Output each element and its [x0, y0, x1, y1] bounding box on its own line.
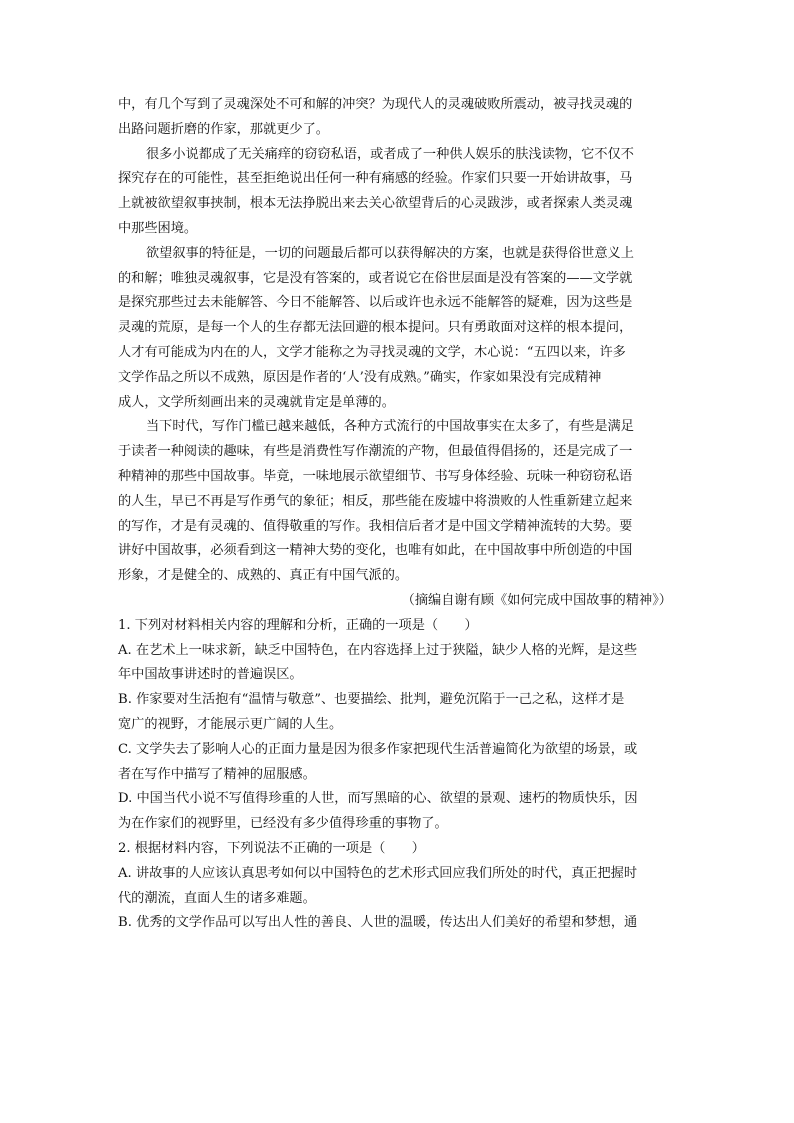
text-line: 中，有几个写到了灵魂深处不可和解的冲突？为现代人的灵魂破败所震动，被寻找灵魂的 — [118, 97, 633, 112]
text-line: 成人，文学所刻画出来的灵魂就肯定是单薄的。 — [118, 394, 395, 410]
option-line: A. 在艺术上一味求新，缺乏中国特色，在内容选择上过于狭隘，缺少人格的光辉，是这些 — [118, 642, 638, 658]
option-line: 者在写作中描写了精神的屈服感。 — [118, 766, 316, 782]
text-line: 的和解；唯独灵魂叙事，它是没有答案的，或者说它在俗世层面是没有答案的——文学就 — [118, 270, 633, 286]
text-line: 欲望叙事的特征是，一切的问题最后都可以获得解决的方案，也就是获得俗世意义上 — [146, 245, 634, 261]
option-line: D. 中国当代小说不写值得珍重的人世，而写黑暗的心、欲望的景观、速朽的物质快乐，因 — [118, 791, 638, 807]
option-line: 宽广的视野，才能展示更广阔的人生。 — [118, 716, 343, 732]
text-line: 上就被欲望叙事挟制，根本无法挣脱出来去关心欲望背后的心灵跋涉，或者探索人类灵魂 — [118, 196, 633, 212]
text-line: 的人生，早已不再是写作勇气的象征；相反，那些能在废墟中将溃败的人性重新建立起来 — [118, 493, 633, 509]
option-line: B. 优秀的文学作品可以写出人性的善良、人世的温暖，传达出人们美好的希望和梦想，通 — [118, 915, 638, 931]
option-line: 为在作家们的视野里，已经没有多少值得珍重的事物了。 — [118, 816, 448, 832]
question-stem: 2. 根据材料内容，下列说法不正确的一项是（ ） — [118, 840, 425, 856]
text-line: 灵魂的荒原，是每一个人的生存都无法回避的根本提问。只有勇敢面对这样的根本提问， — [118, 320, 633, 336]
text-line: 形象，才是健全的、成熟的、真正有中国气派的。 — [118, 568, 409, 584]
question-stem: 1. 下列对材料相关内容的理解和分析，正确的一项是（ ） — [118, 617, 478, 633]
text-line: 种精神的那些中国故事。毕竟，一味地展示欲望细节、书写身体经验、玩味一种窃窃私语 — [118, 468, 633, 484]
text-line: 出路问题折磨的作家，那就更少了。 — [118, 121, 329, 137]
document-page — [118, 93, 672, 936]
option-line: 代的潮流，直面人生的诸多难题。 — [118, 890, 316, 906]
questions-section — [118, 614, 672, 936]
text-line: 中那些困境。 — [118, 220, 198, 236]
text-line: 于读者一种阅读的趣味，有些是消费性写作潮流的产物，但最值得倡扬的，还是完成了一 — [118, 444, 633, 460]
source-citation: （摘编自谢有顾《如何完成中国故事的精神》） — [401, 592, 672, 608]
text-line: 讲好中国故事，必须看到这一精神大势的变化，也唯有如此，在中国故事中所创造的中国 — [118, 543, 633, 559]
option-line: C. 文学失去了影响人心的正面力量是因为很多作家把现代生活普遍简化为欲望的场景，或 — [118, 741, 638, 757]
text-line: 的写作，才是有灵魂的、值得敬重的写作。我相信后者才是中国文学精神流转的大势。要 — [118, 518, 633, 534]
text-line: 当下时代，写作门槛已越来越低，各种方式流行的中国故事实在太多了，有些是满足 — [146, 419, 634, 435]
text-line: 文学作品之所以不成熟，原因是作者的‘人’没有成熟。”确实，作家如果没有完成精神 — [118, 369, 602, 385]
option-line: 年中国故事讲述时的普遍误区。 — [118, 667, 303, 683]
option-line: B. 作家要对生活抱有“温情与敬意”、也要描绘、批判，避免沉陷于一己之私，这样才是 — [118, 692, 625, 708]
option-line: A. 讲故事的人应该认真思考如何以中国特色的艺术形式回应我们所处的时代，真正把握时 — [118, 865, 638, 881]
essay-body — [118, 93, 672, 589]
text-line: 是探究那些过去未能解答、今日不能解答、以后或许也永远不能解答的疑难，因为这些是 — [118, 295, 633, 311]
text-line: 探究存在的可能性，甚至拒绝说出任何一种有痛感的经验。作家们只要一开始讲故事，马 — [118, 171, 633, 187]
text-line: 很多小说都成了无关痛痒的窃窃私语，或者成了一种供人娱乐的肤浅读物，它不仅不 — [146, 146, 634, 162]
text-line: 人才有可能成为内在的人，文学才能称之为寻找灵魂的文学，木心说：“五四以来，许多 — [118, 344, 626, 360]
